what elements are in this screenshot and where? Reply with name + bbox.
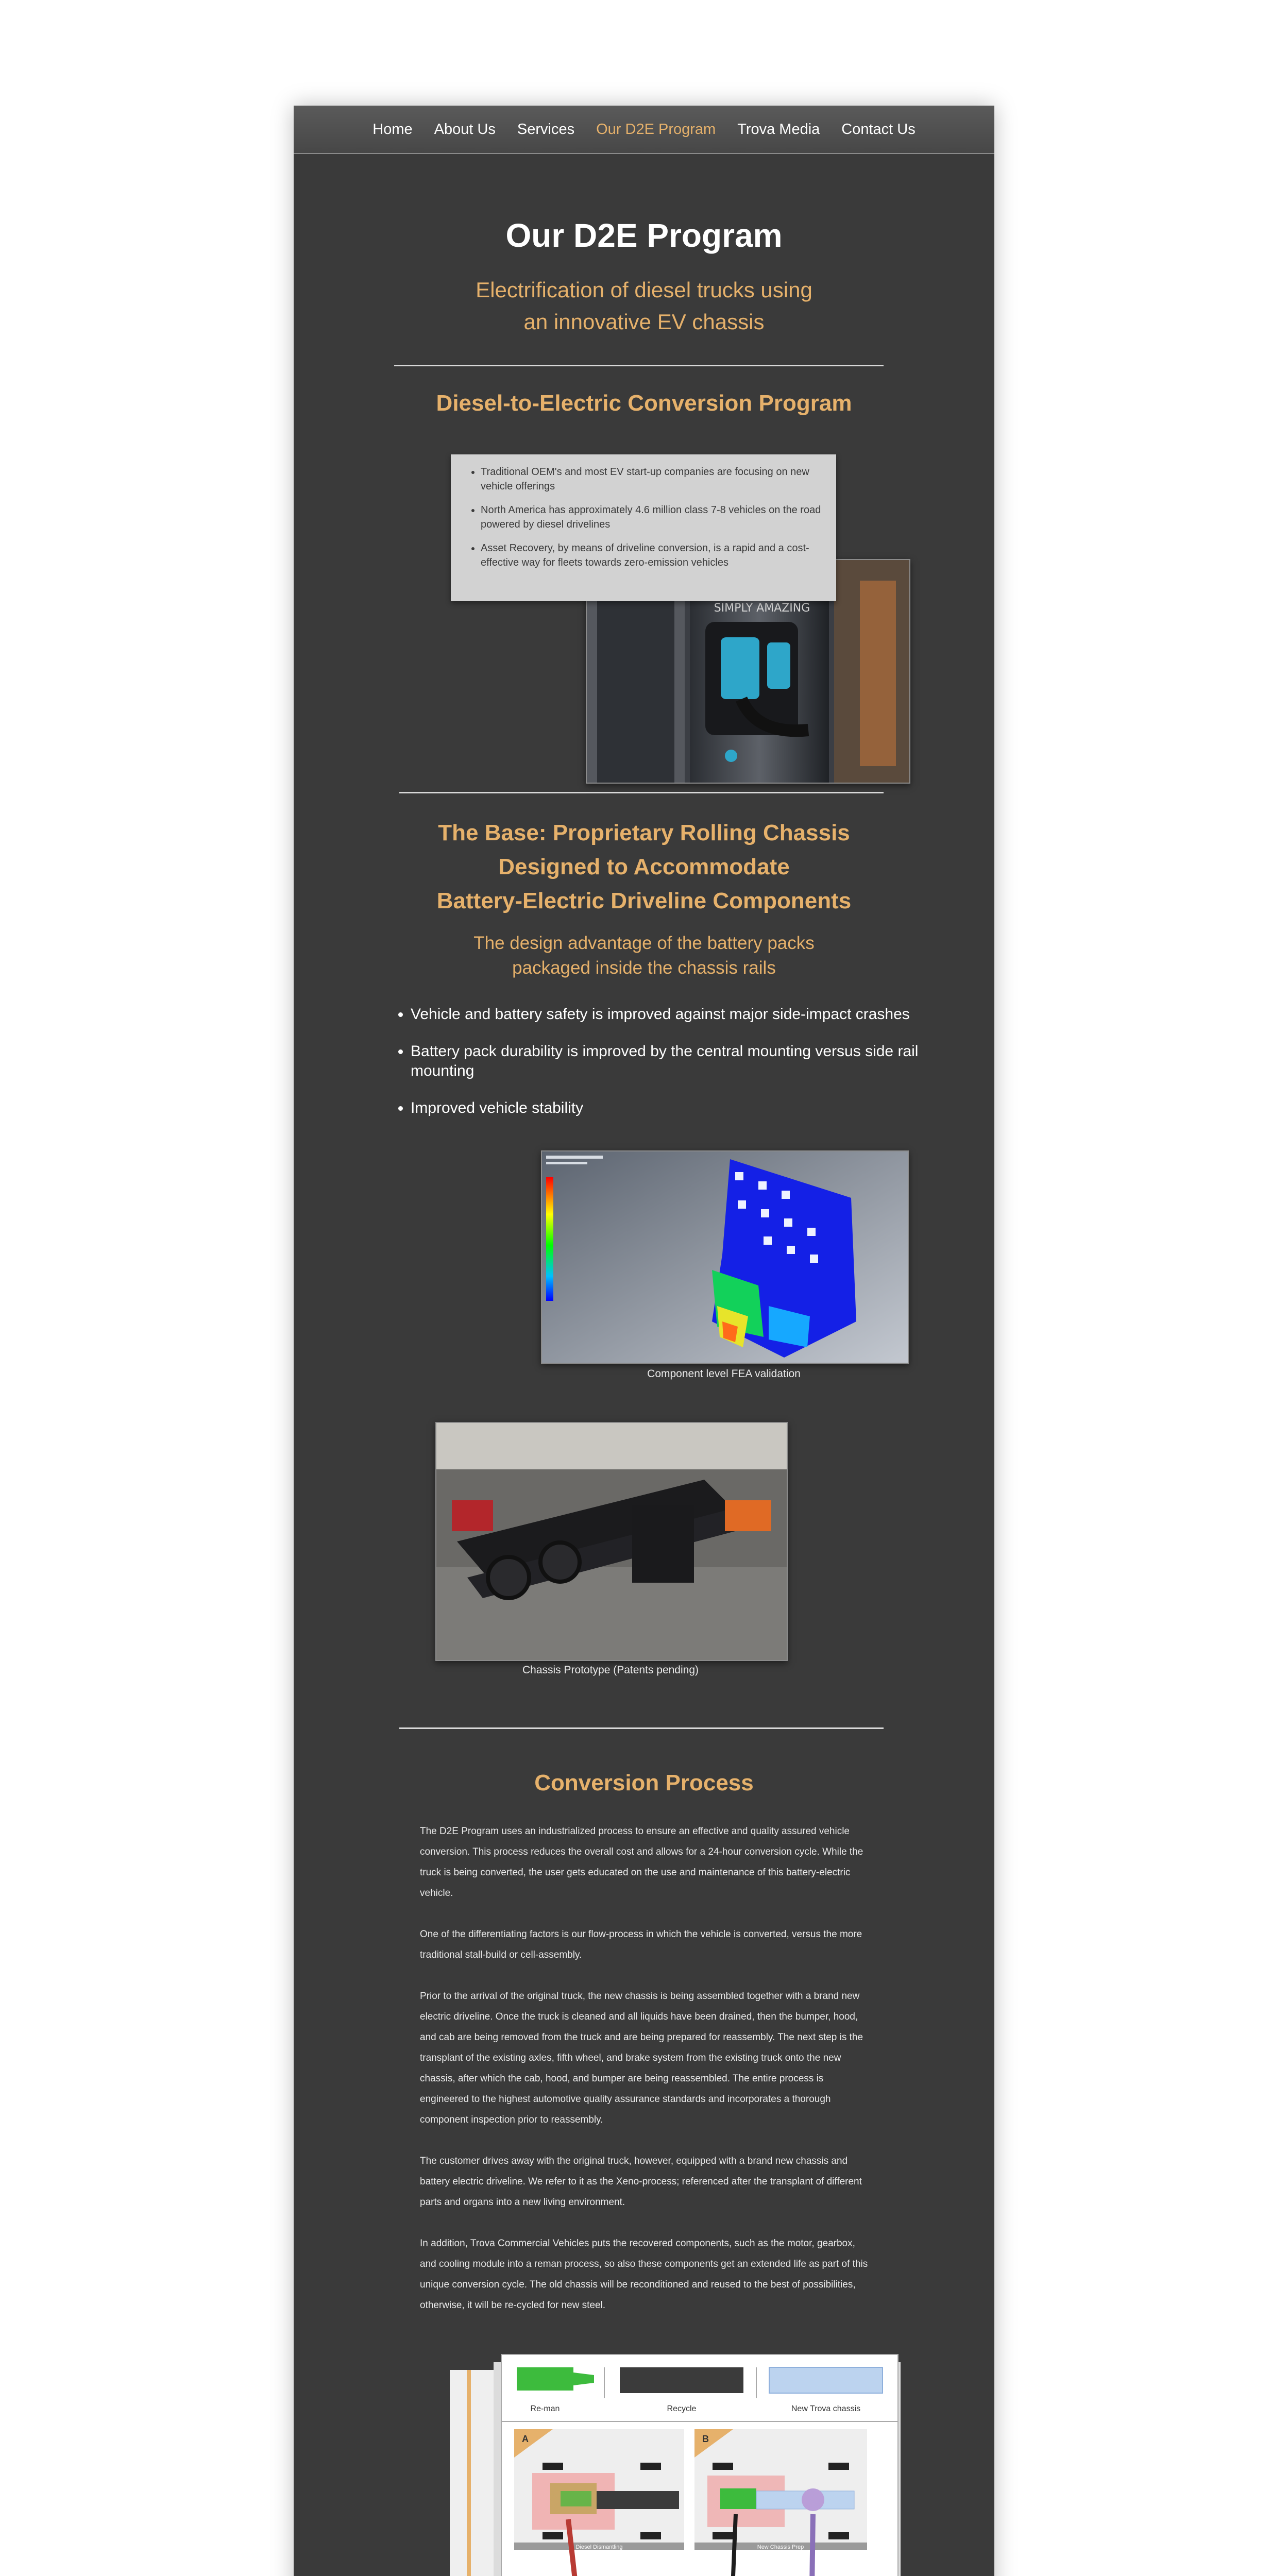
process-paragraph: In addition, Trova Commercial Vehicles puts the recovered components, such as the motor, gearbox, and cooling module into a reman process, so also these components get an extended life as part of this unique conversion cycle. The old chassis will be reconditioned and reused to the best of possibilities, otherwise, it will be re-cycled for new steel. [420,2238,868,2311]
legend-reman-icon [517,2367,573,2391]
process-paragraph: The D2E Program uses an industrialized process to ensure an effective and quality assured vehicle conversion. This process reduces the overall cost and allows for a 24-hour conversion cycle. While the truck is being converted, the user gets educated on the use and maintenance of this battery-electric vehicle. [420,1826,863,1899]
diagram-panel-b [694,2429,867,2550]
process-paragraph: The customer drives away with the original truck, however, equipped with a brand new chassis and battery electric driveline. We refer to it as the Xeno-process; referenced after the transplant of different parts and organs into a new living environment. [420,2156,862,2208]
page-title: Our D2E Program [505,217,783,254]
prototype-caption: Chassis Prototype (Patents pending) [522,1664,699,1676]
nav-home[interactable]: Home [372,121,413,138]
legend-recycle-label: Recycle [667,2404,697,2413]
conversion-flow-diagram [450,2339,903,2576]
fea-validation-image [541,1150,909,1364]
hero-subtitle-line1: Electrification of diesel trucks using [476,278,812,302]
hero-subtitle-line2: an innovative EV chassis [523,310,765,334]
nav-about-us[interactable]: About Us [434,121,496,138]
legend-recycle-icon [620,2367,743,2393]
charger-sign-text: SIMPLY AMAZING [714,602,810,615]
transplant-arrow-purple [810,2514,813,2576]
legend-new-chassis-icon [769,2367,883,2393]
d2e-heading: Diesel-to-Electric Conversion Program [436,391,852,416]
d2e-bullet: • Asset Recovery, by means of driveline conversion, is a rapid and a cost-effective way for fleets towards zero-emission vehicles [481,541,826,570]
base-heading-line3: Battery-Electric Driveline Components [436,888,852,913]
process-text [420,1821,873,2336]
nav-services[interactable]: Services [517,121,575,138]
base-bullet: • Battery pack durability is improved by the central mounting versus side rail mounting [411,1042,926,1081]
svg-text:A: A [522,2434,529,2444]
diagram-panel-a [514,2429,684,2550]
divider [399,1727,884,1729]
process-paragraph: One of the differentiating factors is our flow-process in which the vehicle is converted, versus the more traditional stall-build or cell-assembly. [420,1929,862,1960]
nav-our-d2e-program[interactable]: Our D2E Program [596,121,716,138]
svg-text:Diesel Dismantling: Diesel Dismantling [575,2544,623,2550]
d2e-info-box [451,454,836,601]
base-subheading-line1: The design advantage of the battery packs [473,933,815,953]
top-navigation [294,106,994,154]
legend-new-chassis-label: New Trova chassis [791,2404,861,2413]
divider [394,365,884,366]
legend-reman-label: Re-man [530,2404,560,2413]
process-heading: Conversion Process [534,1770,754,1795]
nav-trova-media[interactable]: Trova Media [737,121,820,138]
base-heading-line1: The Base: Proprietary Rolling Chassis [438,820,850,845]
chassis-illustration [436,1423,787,1660]
svg-text:New Chassis Prep: New Chassis Prep [757,2544,804,2550]
fea-illustration [542,1151,908,1363]
base-bullet: • Vehicle and battery safety is improved against major side-impact crashes [411,1005,926,1024]
base-heading-line2: Designed to Accommodate [498,854,790,879]
nav-contact-us[interactable]: Contact Us [841,121,916,138]
d2e-bullet: • North America has approximately 4.6 million class 7-8 vehicles on the road powered by diesel drivelines [481,503,826,532]
chassis-prototype-photo [435,1422,788,1661]
base-subheading-line2: packaged inside the chassis rails [512,958,776,978]
base-bullet-list [399,1005,926,1136]
page-container [294,106,994,2576]
process-paragraph: Prior to the arrival of the original truck, the new chassis is being assembled together with a brand new electric driveline. Once the truck is cleaned and all liquids have been drained, then the bumper, hood, and cab are being removed from the truck and are being prepared for reassembly. The next step is the transplant of the existing axles, fifth wheel, and brake system from the existing truck onto the new chassis, after which the cab, hood, and bumper are being reassembled. The entire process is engineered to the highest automotive quality assurance standards and incorporates a thorough component inspection prior to reassembly. [420,1991,863,2125]
d2e-bullet: • Traditional OEM's and most EV start-up companies are focusing on new vehicle offerings [481,465,826,494]
base-bullet: • Improved vehicle stability [411,1098,926,1118]
svg-text:B: B [702,2434,709,2444]
fea-caption: Component level FEA validation [647,1368,801,1380]
divider [399,792,884,793]
